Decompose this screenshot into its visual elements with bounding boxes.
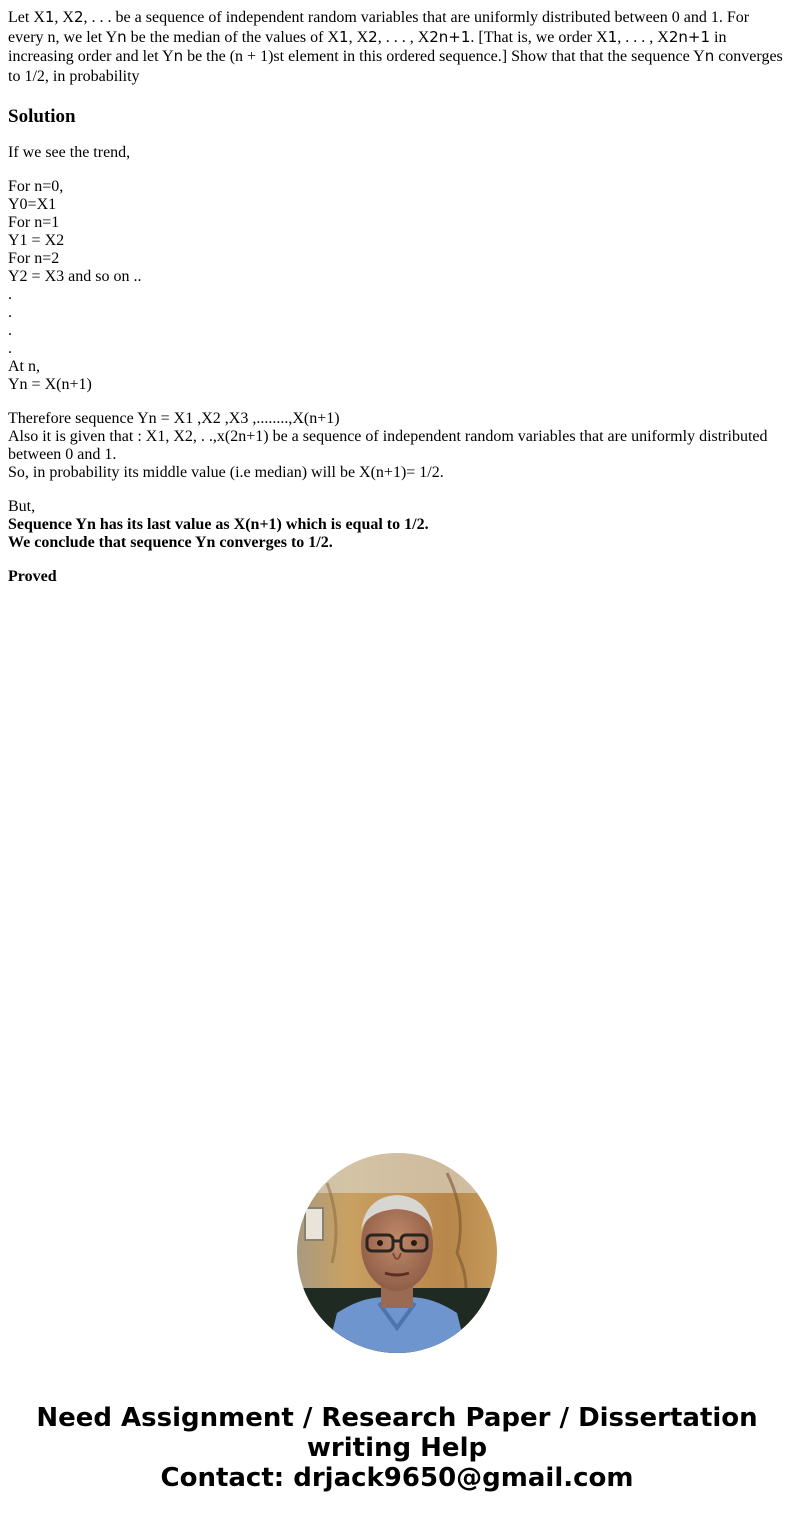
question-subscript: n	[117, 27, 127, 46]
footer-contact: Contact: drjack9650@gmail.com	[160, 1463, 634, 1493]
document-body	[8, 8, 788, 586]
author-avatar	[297, 1153, 497, 1353]
proved-block	[8, 568, 788, 586]
question-fragment: in increasing order and let Y	[8, 28, 727, 65]
question-subscript: 2	[368, 27, 378, 46]
solution-heading: Solution	[8, 106, 76, 127]
question-subscript: 1	[44, 8, 55, 26]
step-line: For n=0,	[8, 178, 64, 195]
avatar-portrait-icon	[297, 1153, 497, 1353]
step-line: For n=2	[8, 250, 60, 267]
conclusion-statement: Sequence Yn has its last value as X(n+1) which is equal to 1/2.	[8, 516, 429, 533]
step-line: Yn = X(n+1)	[8, 376, 92, 393]
conclusion-but: But,	[8, 498, 36, 515]
question-subscript: 1	[339, 27, 349, 46]
question-text	[8, 8, 788, 86]
conclusion-statement: We conclude that sequence Yn converges to 1/2.	[8, 534, 333, 551]
step-line: .	[8, 340, 12, 357]
step-line: For n=1	[8, 214, 60, 231]
question-fragment: be the median of the values of X	[126, 28, 340, 46]
question-fragment: , . . . , X	[377, 28, 430, 46]
reasoning-line: Therefore sequence Yn = X1 ,X2 ,X3 ,........,X(n+1)	[8, 410, 340, 427]
footer-line: Need Assignment / Research Paper / Dissertation	[36, 1403, 758, 1433]
question-fragment: , . . . be a sequence of independent random variables that are uniformly distributed between 0 and 1. For every n, we let Y	[8, 9, 750, 46]
step-line: Y0=X1	[8, 196, 57, 213]
footer-banner	[0, 1403, 794, 1493]
reasoning-line: So, in probability its middle value (i.e median) will be X(n+1)= 1/2.	[8, 464, 444, 481]
question-subscript: 1	[607, 27, 618, 46]
question-fragment: , . . . , X	[617, 28, 669, 46]
question-fragment: Let X	[8, 9, 45, 26]
step-line: .	[8, 322, 12, 339]
trend-intro: If we see the trend,	[8, 144, 131, 161]
proved-label: Proved	[8, 568, 57, 585]
step-line: Y2 = X3 and so on ..	[8, 268, 142, 285]
question-fragment: . [That is, we order X	[470, 28, 608, 46]
question-subscript: 2	[73, 8, 84, 26]
conclusion-block	[8, 498, 788, 552]
step-line: .	[8, 286, 12, 303]
reasoning-line: Also it is given that : X1, X2, . .,x(2n+1) be a sequence of independent random variables that are uniformly distributed between 0 and 1.	[8, 428, 768, 463]
question-fragment: converges to 1/2, in probability	[8, 48, 783, 85]
question-subscript: n	[173, 47, 184, 65]
question-fragment: , X	[348, 28, 369, 46]
steps-block	[8, 178, 788, 394]
question-subscript: n	[704, 47, 715, 65]
question-subscript: 2n+1	[668, 27, 710, 46]
reasoning-block	[8, 410, 788, 482]
question-fragment: be the (n + 1)st element in this ordered sequence.] Show that that the sequence Y	[183, 48, 705, 65]
step-line: Y1 = X2	[8, 232, 65, 249]
question-fragment: , X	[54, 9, 74, 26]
question-subscript: 2n+1	[429, 27, 471, 46]
footer-line: writing Help	[306, 1433, 488, 1463]
step-line: .	[8, 304, 12, 321]
step-line: At n,	[8, 358, 40, 375]
